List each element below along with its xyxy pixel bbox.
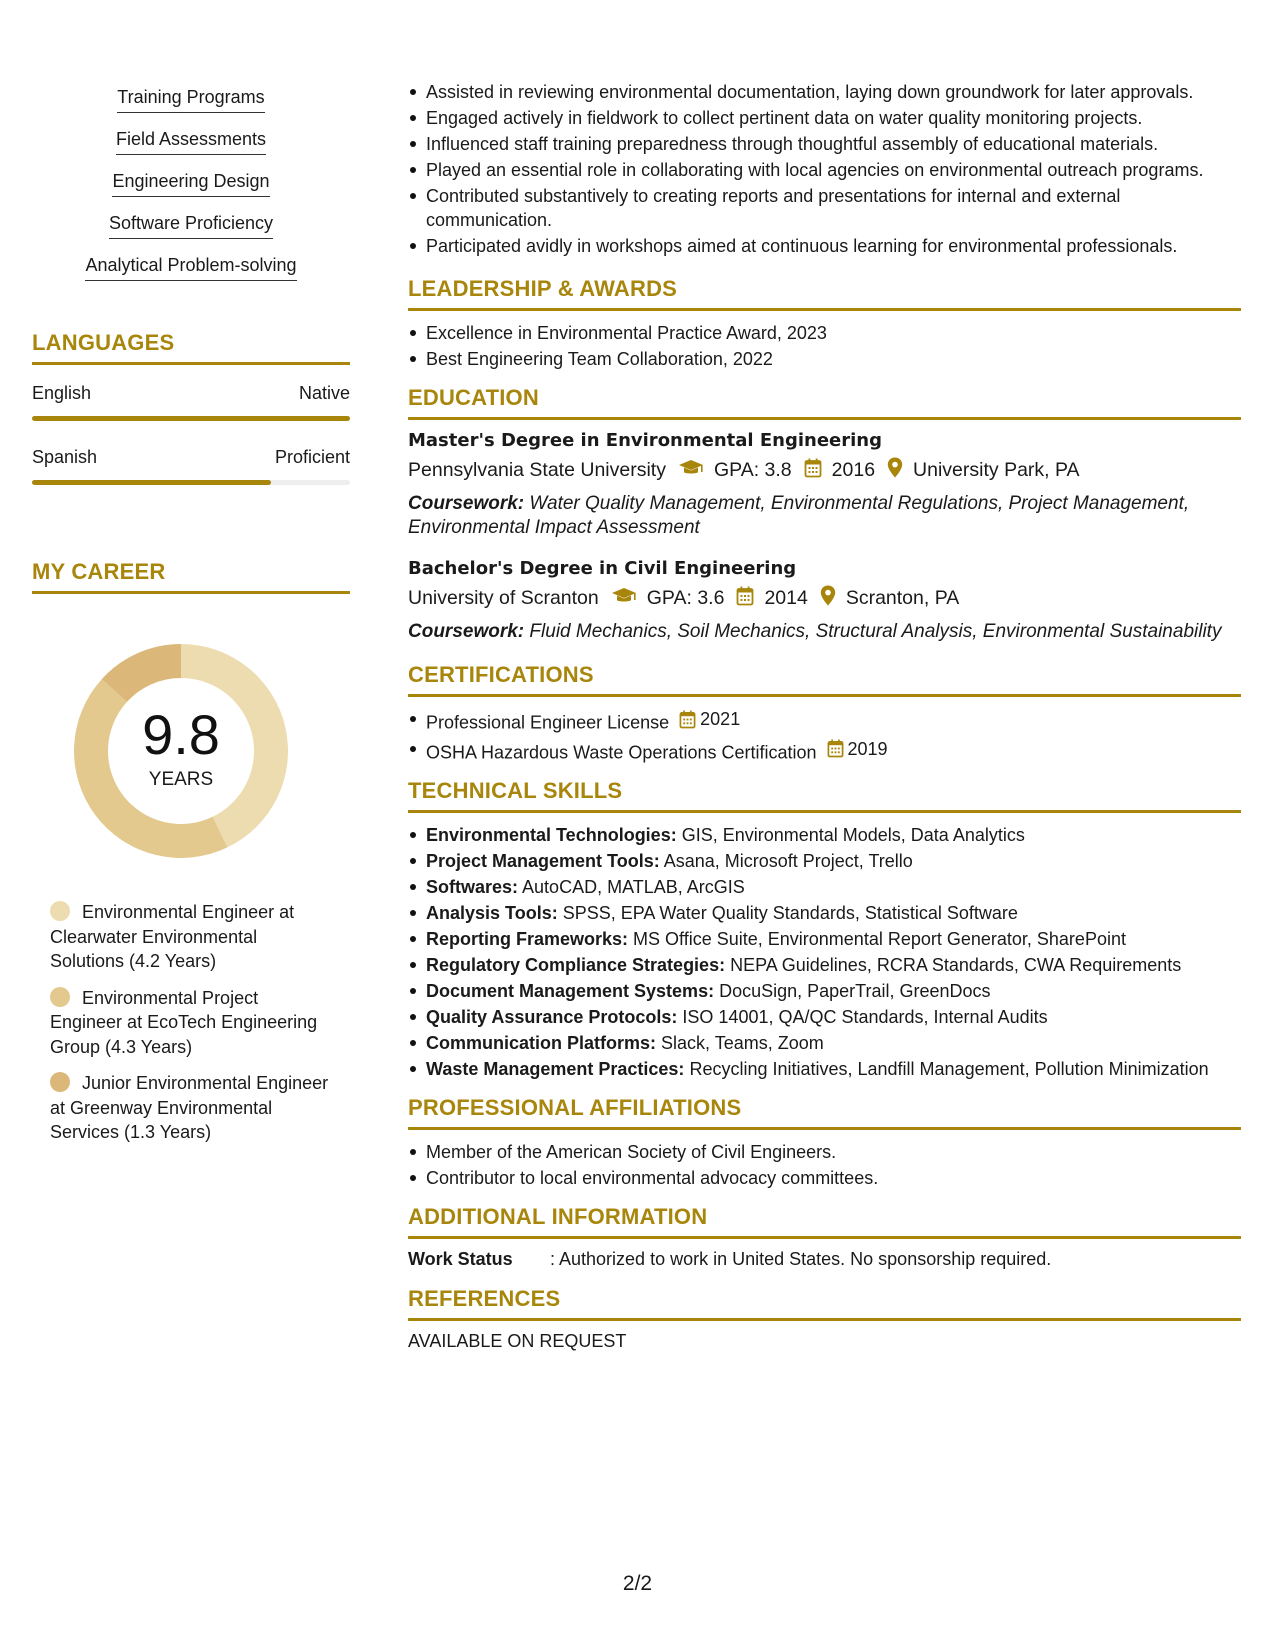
gpa: GPA: 3.8 [713,459,792,481]
certification-name: OSHA Hazardous Waste Operations Certification [426,742,817,762]
legend-dot-icon [50,1072,70,1092]
language-level: Proficient [274,447,350,467]
skill-value: NEPA Guidelines, RCRA Standards, CWA Requirements [725,955,1182,975]
skill-label: Quality Assurance Protocols: [426,1007,678,1027]
references-heading: REFERENCES [408,1286,1241,1321]
language-item [32,383,350,421]
languages-heading: LANGUAGES [32,330,350,365]
skill-label: Environmental Technologies: [426,825,677,845]
certifications-list [408,707,1241,764]
skill-tags [32,80,350,290]
skill-value: GIS, Environmental Models, Data Analytics [676,825,1025,845]
skill-tag: Training Programs [117,87,264,113]
coursework-text: Water Quality Management, Environmental Regulations, Project Management, Environmental Impact Assessment [408,493,1190,538]
coursework-label: Coursework: [408,493,525,514]
skill-label: Project Management Tools: [426,851,660,871]
gpa: GPA: 3.6 [646,587,725,609]
calendar-icon [827,739,844,758]
skill-tag: Software Proficiency [109,213,273,239]
experience-bullet: Participated avidly in workshops aimed at continuous learning for environmental professionals. [426,234,1241,258]
career-item-text: Environmental Engineer at Clearwater Environmental Solutions (4.2 Years) [50,902,295,971]
skill-value: Asana, Microsoft Project, Trello [659,851,913,871]
technical-skill-item [426,901,1241,925]
skill-label: Reporting Frameworks: [426,929,629,949]
career-item-text: Environmental Project Engineer at EcoTech Engineering Group (4.3 Years) [50,987,318,1057]
location-pin-icon [887,457,903,484]
references-text: AVAILABLE ON REQUEST [408,1331,627,1351]
location-pin-icon [820,585,836,612]
affiliation-item: Member of the American Society of Civil Engineers. [426,1140,1241,1164]
experience-bullet: Engaged actively in fieldwork to collect pertinent data on water quality monitoring projects. [426,106,1241,130]
school-name: Pennsylvania State University [408,459,666,481]
technical-skills-list [408,823,1241,1081]
work-status-row [408,1249,1241,1270]
technical-skill-item [426,927,1241,951]
work-status-label: Work Status [408,1249,513,1269]
coursework-label: Coursework: [408,621,525,642]
leadership-list [408,321,1241,371]
school-location: Scranton, PA [845,587,960,609]
experience-bullets [408,80,1241,258]
certification-item [426,707,1241,735]
affiliations-list [408,1140,1241,1190]
skill-label: Regulatory Compliance Strategies: [426,955,726,975]
coursework-text: Fluid Mechanics, Soil Mechanics, Structural Analysis, Environmental Sustainability [524,621,1222,642]
graduation-year: 2014 [764,587,808,609]
language-item [32,447,350,485]
calendar-icon [679,710,696,729]
skill-value: Slack, Teams, Zoom [656,1033,824,1053]
technical-skill-item [426,823,1241,847]
career-item [50,986,330,1060]
skill-label: Waste Management Practices: [426,1059,685,1079]
language-bar [32,416,350,421]
technical-skill-item [426,1031,1241,1055]
skill-label: Document Management Systems: [426,981,715,1001]
skill-value: SPSS, EPA Water Quality Standards, Statistical Software [557,903,1018,923]
skill-label: Communication Platforms: [426,1033,657,1053]
language-bar-fill [32,416,350,421]
page-number: 2/2 [622,1572,653,1595]
school-name: University of Scranton [408,587,599,609]
education-item [408,430,1241,540]
legend-dot-icon [50,987,70,1007]
certifications-heading: CERTIFICATIONS [408,662,1241,697]
career-item [50,1071,330,1145]
language-bar-fill [32,480,271,485]
degree-title: Master's Degree in Environmental Engineering [408,430,882,451]
language-name: English [32,383,92,403]
certification-year: 2021 [700,709,741,729]
calendar-icon [804,458,822,484]
technical-skill-item [426,1005,1241,1029]
experience-bullet: Assisted in reviewing environmental documentation, laying down groundwork for later approvals. [426,80,1241,104]
leadership-heading: LEADERSHIP & AWARDS [408,276,1241,311]
skill-value: DocuSign, PaperTrail, GreenDocs [714,981,991,1001]
award-item: Excellence in Environmental Practice Award, 2023 [426,321,1241,345]
right-column [408,80,1241,1352]
legend-dot-icon [50,901,70,921]
work-status-value: : Authorized to work in United States. No sponsorship required. [550,1249,1052,1269]
technical-skills-heading: TECHNICAL SKILLS [408,778,1241,813]
certification-item [426,737,1241,765]
education-item [408,558,1241,644]
skill-value: Recycling Initiatives, Landfill Management, Pollution Minimization [684,1059,1209,1079]
technical-skill-item [426,1057,1241,1081]
graduation-cap-icon [678,459,704,483]
skill-value: MS Office Suite, Environmental Report Generator, SharePoint [628,929,1126,949]
graduation-cap-icon [611,587,637,611]
affiliations-heading: PROFESSIONAL AFFILIATIONS [408,1095,1241,1130]
graduation-year: 2016 [831,459,876,481]
additional-info-heading: ADDITIONAL INFORMATION [408,1204,1241,1239]
language-level: Native [298,383,350,403]
skill-label: Softwares: [426,877,519,897]
career-heading: MY CAREER [32,559,350,594]
left-column [32,80,350,1157]
degree-title: Bachelor's Degree in Civil Engineering [408,558,797,579]
certification-year: 2019 [847,738,888,759]
skill-tag: Field Assessments [116,129,266,155]
career-total-years: 9.8 [142,703,220,766]
technical-skill-item [426,849,1241,873]
calendar-icon [736,586,754,612]
career-item [50,900,330,974]
technical-skill-item [426,979,1241,1003]
skill-label: Analysis Tools: [426,903,558,923]
coursework [408,492,1241,540]
technical-skill-item [426,953,1241,977]
language-name: Spanish [32,447,98,467]
coursework [408,620,1241,644]
skill-tag: Analytical Problem-solving [85,255,296,281]
experience-bullet: Played an essential role in collaborating with local agencies on environmental outreach programs. [426,158,1241,182]
skill-value: AutoCAD, MATLAB, ArcGIS [518,877,745,897]
award-item: Best Engineering Team Collaboration, 2022 [426,347,1241,371]
career-item-text: Junior Environmental Engineer at Greenway Environmental Services (1.3 Years) [50,1073,329,1142]
education-heading: EDUCATION [408,385,1241,420]
skill-value: ISO 14001, QA/QC Standards, Internal Audits [677,1007,1048,1027]
language-bar [32,480,350,485]
school-location: University Park, PA [913,459,1080,481]
skill-tag: Engineering Design [112,171,269,197]
career-donut-chart [66,636,296,866]
technical-skill-item [426,875,1241,899]
experience-bullet: Influenced staff training preparedness through thoughtful assembly of educational materials. [426,132,1241,156]
experience-bullet: Contributed substantively to creating reports and presentations for internal and external communication. [426,184,1241,232]
career-list [50,900,330,1145]
career-total-unit: YEARS [148,769,214,790]
affiliation-item: Contributor to local environmental advocacy committees. [426,1166,1241,1190]
certification-name: Professional Engineer License [426,712,670,733]
